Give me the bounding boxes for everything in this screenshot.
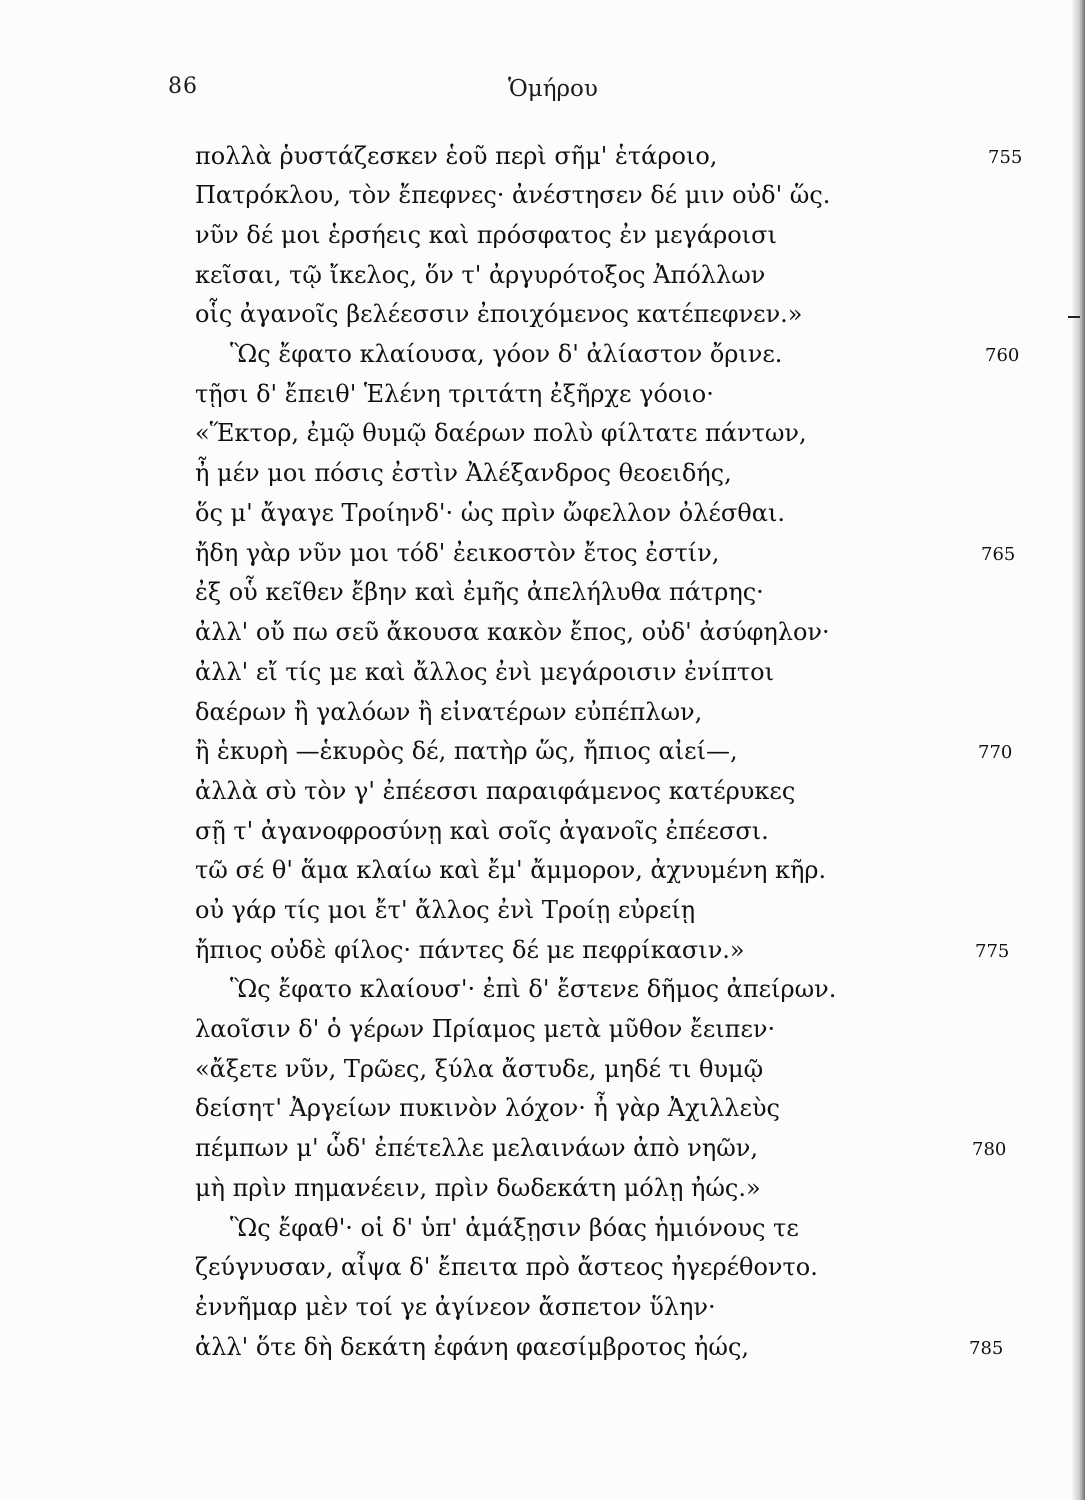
verse-line: κεῖσαι, τῷ ἴκελος, ὅν τ' ἀργυρότοξος Ἀπόλλων xyxy=(195,261,766,289)
line-number: 755 xyxy=(988,147,1023,168)
verse-line: λαοῖσιν δ' ὁ γέρων Πρίαμος μετὰ μῦθον ἔειπεν· xyxy=(195,1015,776,1043)
verse-line: πέμπων μ' ὧδ' ἐπέτελλε μελαινάων ἀπὸ νηῶν, xyxy=(195,1134,758,1162)
verse-line: ἤδη γὰρ νῦν μοι τόδ' ἐεικοστὸν ἔτος ἐστίν, xyxy=(195,539,720,567)
verse-line: ὅς μ' ἄγαγε Τροίηνδ'· ὡς πρὶν ὤφελλον ὀλέσθαι. xyxy=(195,499,785,527)
verse-line: μὴ πρὶν πημανέειν, πρὶν δωδεκάτη μόλῃ ἠώς.» xyxy=(195,1174,761,1202)
verse-line: Πατρόκλου, τὸν ἔπεφνες· ἀνέστησεν δέ μιν οὐδ' ὥς. xyxy=(195,181,831,209)
line-number: 775 xyxy=(975,941,1010,962)
running-head: Ὁμήρου xyxy=(508,76,598,102)
line-number: 765 xyxy=(981,544,1016,565)
verse-line: «Ἕκτορ, ἐμῷ θυμῷ δαέρων πολὺ φίλτατε πάντων, xyxy=(195,419,807,447)
verse-line: ἦ μέν μοι πόσις ἐστὶν Ἀλέξανδρος θεοειδής, xyxy=(195,459,732,487)
verse-line: ἀλλ' εἴ τίς με καὶ ἄλλος ἐνὶ μεγάροισιν ἐνίπτοι xyxy=(195,658,774,686)
verse-line: Ὣς ἔφατο κλαίουσ'· ἐπὶ δ' ἔστενε δῆμος ἀπείρων. xyxy=(230,975,837,1003)
verse-line: τῶ σέ θ' ἅμα κλαίω καὶ ἔμ' ἄμμορον, ἀχνυμένη κῆρ. xyxy=(195,856,827,884)
verse-line: ζεύγνυσαν, αἶψα δ' ἔπειτα πρὸ ἄστεος ἠγερέθοντο. xyxy=(195,1253,818,1281)
verse-line: δείσητ' Ἀργείων πυκινὸν λόχον· ἦ γὰρ Ἀχιλλεὺς xyxy=(195,1094,780,1122)
verse-line: «ἄξετε νῦν, Τρῶες, ξύλα ἄστυδε, μηδέ τι θυμῷ xyxy=(195,1055,764,1083)
verse-line: ἤπιος οὐδὲ φίλος· πάντες δέ με πεφρίκασιν.» xyxy=(195,936,745,964)
line-number: 785 xyxy=(969,1338,1004,1359)
verse-line: ἀλλὰ σὺ τὸν γ' ἐπέεσσι παραιφάμενος κατέρυκες xyxy=(195,777,796,805)
verse-line: τῇσι δ' ἔπειθ' Ἑλένη τριτάτη ἐξῆρχε γόοιο· xyxy=(195,380,714,408)
verse-line: σῇ τ' ἀγανοφροσύνῃ καὶ σοῖς ἀγανοῖς ἐπέεσσι. xyxy=(195,817,769,845)
page-edge-shadow xyxy=(1071,0,1085,1500)
line-number: 770 xyxy=(978,742,1013,763)
verse-line: οὐ γάρ τίς μοι ἔτ' ἄλλος ἐνὶ Τροίῃ εὐρείῃ xyxy=(195,896,696,924)
verse-line: πολλὰ ῥυστάζεσκεν ἑοῦ περὶ σῆμ' ἑτάροιο, xyxy=(195,142,718,170)
verse-line: ἢ ἑκυρὴ —ἑκυρὸς δέ, πατὴρ ὥς, ἤπιος αἰεί—, xyxy=(195,737,738,765)
line-number: 760 xyxy=(985,345,1020,366)
verse-line: νῦν δέ μοι ἑρσήεις καὶ πρόσφατος ἐν μεγάροισι xyxy=(195,221,777,249)
verse-line: Ὣς ἔφατο κλαίουσα, γόον δ' ἀλίαστον ὄρινε. xyxy=(230,340,783,368)
verse-line: ἀλλ' ὅτε δὴ δεκάτη ἐφάνη φαεσίμβροτος ἠώς, xyxy=(195,1333,750,1361)
verse-line: οἷς ἀγανοῖς βελέεσσιν ἐποιχόμενος κατέπεφνεν.» xyxy=(195,300,803,328)
verse-line: δαέρων ἢ γαλόων ἢ εἰνατέρων εὐπέπλων, xyxy=(195,698,703,726)
verse-line: ἐννῆμαρ μὲν τοί γε ἀγίνεον ἄσπετον ὕλην· xyxy=(195,1293,716,1321)
line-number: 780 xyxy=(972,1139,1007,1160)
verse-line: Ὣς ἔφαθ'· οἱ δ' ὑπ' ἀμάξῃσιν βόας ἡμιόνους τε xyxy=(230,1214,799,1242)
page-number: 86 xyxy=(168,74,198,99)
verse-line: ἀλλ' οὔ πω σεῦ ἄκουσα κακὸν ἔπος, οὐδ' ἀσύφηλον· xyxy=(195,618,830,646)
margin-tick-mark xyxy=(1068,316,1080,318)
verse-line: ἐξ οὗ κεῖθεν ἔβην καὶ ἐμῆς ἀπελήλυθα πάτρης· xyxy=(195,578,764,606)
